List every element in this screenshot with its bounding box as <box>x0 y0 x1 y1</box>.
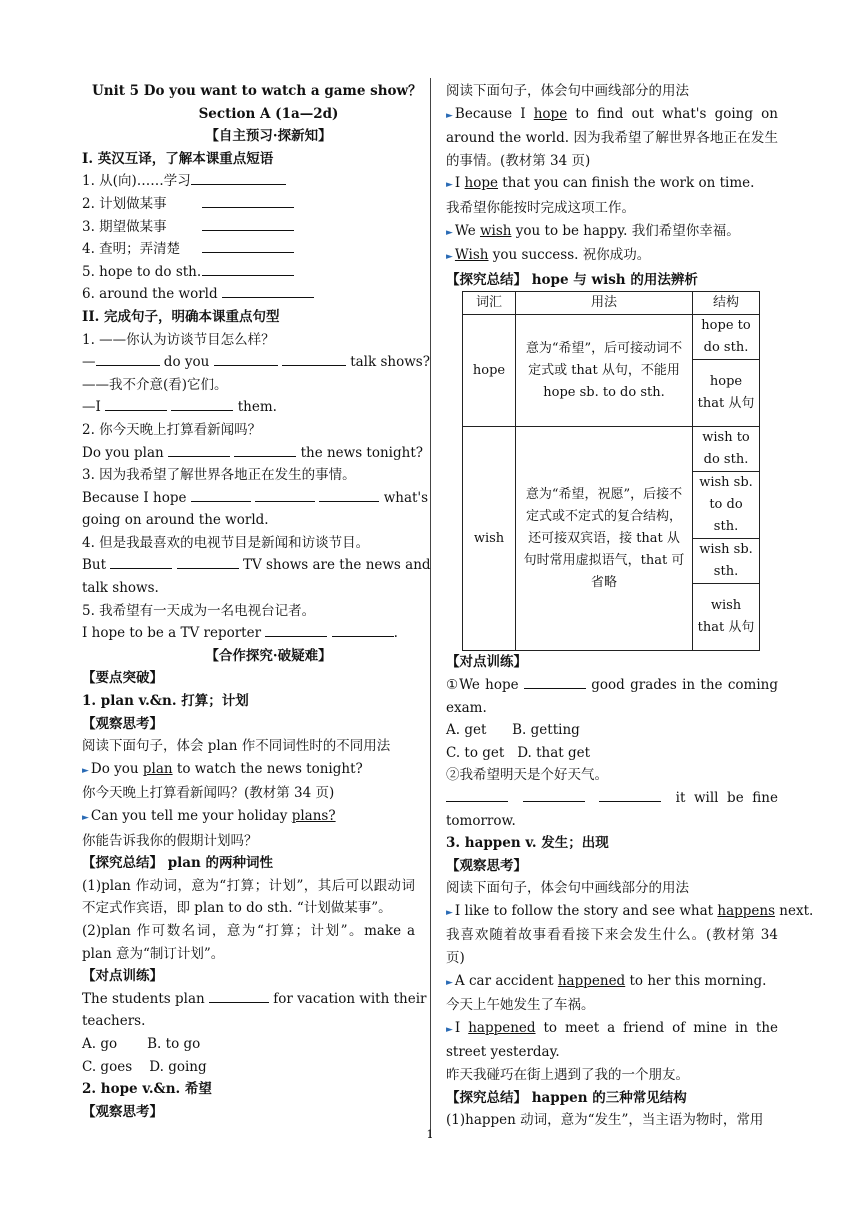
sentence-blank-line: Because I hope what's <box>82 487 415 510</box>
table-cell: hope to do sth. <box>693 315 760 360</box>
right-column <box>446 80 814 1132</box>
sentence-blank-line: But TV shows are the news and <box>82 554 415 577</box>
preview-heading: 【自主预习·探新知】 <box>205 128 332 145</box>
phrase-item: 3. 期望做某事 <box>82 216 415 239</box>
example-sentence: ► Do you plan to watch the news tonight? <box>82 760 363 777</box>
practice-options: C. goes D. going <box>82 1058 207 1075</box>
coop-heading: 【合作探究·破疑难】 <box>205 647 332 664</box>
sentence-prompt: ——我不介意(看)它们。 <box>82 376 228 393</box>
sentence-continued: going on around the world. <box>82 512 269 529</box>
table-cell: wish <box>463 427 516 651</box>
column-divider <box>430 78 431 1138</box>
part1-heading: I. 英汉互译，了解本课重点短语 <box>82 150 274 167</box>
table-cell: hope that 从句 <box>693 360 760 427</box>
arrow-icon: ► <box>446 227 453 238</box>
example-translation: 我喜欢随着故事看看接下来会发生什么。(教材第 34 页) <box>446 927 778 967</box>
sentence-prompt: 4. 但是我最喜欢的电视节目是新闻和访谈节目。 <box>82 534 370 551</box>
table-cell: hope <box>463 315 516 427</box>
sentence-blank-line: I hope to be a TV reporter . <box>82 622 415 645</box>
table-cell: 意为“希望，祝愿”，后接不定式或不定式的复合结构，还可接双宾语，接 that 从句时常用虚拟语气，that 可省略 <box>516 427 693 651</box>
arrow-icon: ► <box>446 180 453 191</box>
sentence-prompt: 1. ——你认为访谈节目怎么样？ <box>82 331 275 348</box>
table-header: 用法 <box>516 292 693 315</box>
table-cell: wish that 从句 <box>693 584 760 651</box>
arrow-icon: ► <box>82 765 89 776</box>
table-cell: wish sb. to do sth. <box>693 472 760 539</box>
practice-question: The students plan for vacation with their <box>82 988 415 1011</box>
example-sentence: ► I hope that you can finish the work on time. <box>446 175 755 192</box>
example-sentence: ► I like to follow the story and see what happens next. <box>446 902 814 919</box>
practice-question: ②我希望明天是个好天气。 <box>446 767 608 784</box>
example-translation: 我希望你能按时完成这项工作。 <box>446 199 635 216</box>
practice-question-continued: teachers. <box>82 1013 146 1030</box>
example-translation: 你能告诉我你的假期计划吗？ <box>82 832 258 849</box>
practice-options: A. go B. to go <box>82 1035 201 1052</box>
sentence-blank-line: — do you talk shows? <box>82 351 415 374</box>
summary-heading: 【探究总结】 happen 的三种常见结构 <box>446 1089 687 1106</box>
arrow-icon: ► <box>82 813 89 823</box>
summary-heading: 【探究总结】 plan 的两种词性 <box>82 855 274 872</box>
hope-wish-table <box>462 291 760 651</box>
summary-text: (1)happen 动词，意为“发生”，当主语为物时，常用 <box>446 1112 764 1129</box>
practice-question-continued: tomorrow. <box>446 812 516 829</box>
sentence-prompt: 2. 你今天晚上打算看新闻吗？ <box>82 421 262 438</box>
plan-intro: 阅读下面句子，体会 plan 作不同词性时的不同用法 <box>82 738 391 755</box>
example-translation: 今天上午她发生了车祸。 <box>446 997 595 1014</box>
observe-heading: 【观察思考】 <box>82 1103 163 1120</box>
arrow-icon: ► <box>446 252 453 263</box>
plan-title: 1. plan v.&n. 打算；计划 <box>82 693 249 710</box>
part2-heading: II. 完成句子，明确本课重点句型 <box>82 308 280 325</box>
example-sentence: ► Because I hope to find out what's going on around the world. 因为我希望了解世界各地正在发生的事情。(教材第 34 页) <box>446 105 778 169</box>
sentence-prompt: 5. 我希望有一天成为一名电视台记者。 <box>82 602 316 619</box>
example-sentence: ► I happened to meet a friend of mine in the street yesterday. <box>446 1019 779 1061</box>
table-cell: wish sb. sth. <box>693 539 760 584</box>
sentence-blank-line: —I them. <box>82 396 415 419</box>
practice-heading: 【对点训练】 <box>82 968 163 985</box>
summary-heading: 【探究总结】 hope 与 wish 的用法辨析 <box>446 271 698 288</box>
table-header: 词汇 <box>463 292 516 315</box>
summary-text: (1)plan 作动词，意为“打算；计划”，其后可以跟动词不定式作宾语，即 plan to do sth. “计划做某事”。 <box>82 877 415 917</box>
practice-question-continued: exam. <box>446 699 487 716</box>
example-translation: 昨天我碰巧在街上遇到了我的一个朋友。 <box>446 1067 689 1084</box>
practice-blank-line: it will be fine <box>446 787 778 810</box>
arrow-icon: ► <box>446 907 453 918</box>
practice-heading: 【对点训练】 <box>446 654 527 671</box>
observe-heading: 【观察思考】 <box>82 715 163 732</box>
table-header: 结构 <box>693 292 760 315</box>
observe-heading: 【观察思考】 <box>446 857 527 874</box>
sentence-continued: talk shows. <box>82 580 159 597</box>
happen-title: 3. happen v. 发生；出现 <box>446 835 609 852</box>
practice-question: ①We hope good grades in the coming <box>446 674 778 697</box>
unit-title: Unit 5 Do you want to watch a game show？ <box>92 83 422 99</box>
arrow-icon: ► <box>446 110 453 121</box>
practice-options: C. to get D. that get <box>446 744 591 761</box>
example-translation: 你今天晚上打算看新闻吗？(教材第 34 页) <box>82 785 335 802</box>
phrase-item: 6. around the world <box>82 283 415 306</box>
hope-title: 2. hope v.&n. 希望 <box>82 1081 212 1098</box>
example-sentence: ► A car accident happened to her this morning. <box>446 972 767 989</box>
phrase-item: 1. 从(向)……学习 <box>82 170 415 193</box>
arrow-icon: ► <box>446 1024 453 1035</box>
arrow-icon: ► <box>446 977 453 988</box>
example-sentence: ► Wish you success. 祝你成功。 <box>446 247 651 264</box>
example-sentence: ► Can you tell me your holiday plans? <box>82 808 336 824</box>
phrase-item: 4. 查明；弄清楚 <box>82 238 415 261</box>
left-column <box>82 80 431 1123</box>
sentence-blank-line: Do you plan the news tonight? <box>82 442 415 465</box>
hope-intro: 阅读下面句子，体会句中画线部分的用法 <box>446 83 689 99</box>
happen-intro: 阅读下面句子，体会句中画线部分的用法 <box>446 880 689 897</box>
phrase-item: 5. hope to do sth. <box>82 261 415 284</box>
summary-text: (2)plan 作可数名词，意为“打算；计划”。make a plan 意为“制订计划”。 <box>82 922 415 962</box>
practice-options: A. get B. getting <box>446 722 580 739</box>
table-cell: 意为“希望”，后可接动词不定式或 that 从句，不能用 hope sb. to do sth. <box>516 315 693 427</box>
key-points-heading: 【要点突破】 <box>82 670 163 687</box>
sentence-prompt: 3. 因为我希望了解世界各地正在发生的事情。 <box>82 467 356 484</box>
page-number: 1 <box>426 1128 434 1141</box>
table-cell: wish to do sth. <box>693 427 760 472</box>
section-title: Section A (1a—2d) <box>198 105 339 122</box>
phrase-item: 2. 计划做某事 <box>82 193 415 216</box>
example-sentence: ► We wish you to be happy. 我们希望你幸福。 <box>446 222 740 239</box>
